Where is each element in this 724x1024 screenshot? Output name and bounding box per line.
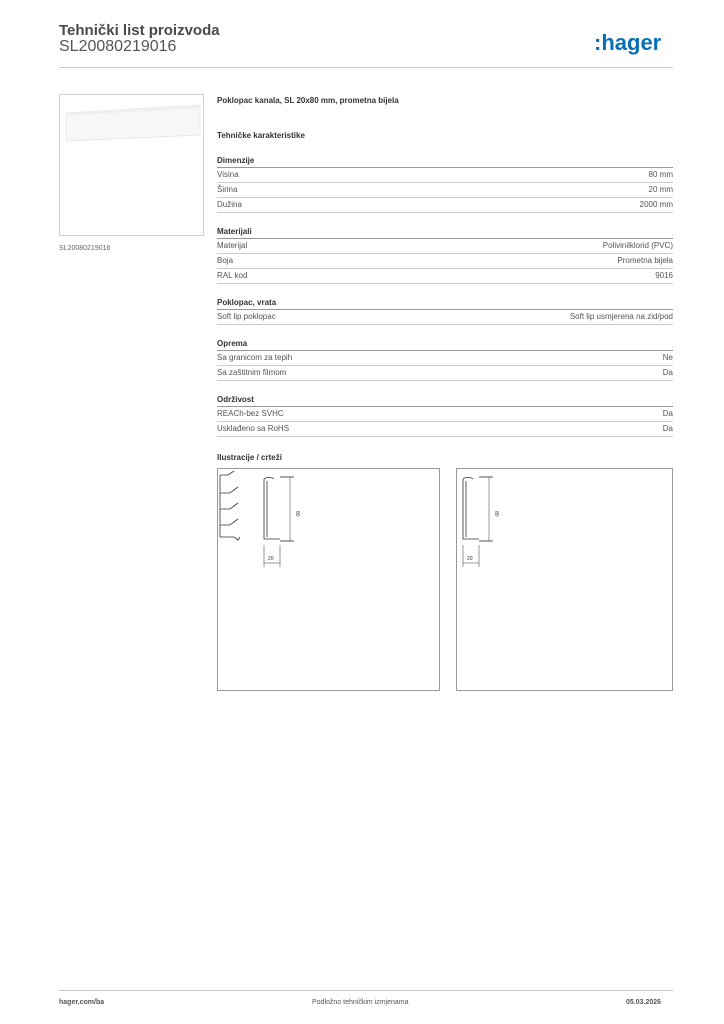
spec-row: Soft lip poklopac Soft lip usmjerena na zid/pod — [217, 310, 673, 325]
height-dimension: 80 — [493, 511, 499, 517]
section-title: Dimenzije — [217, 156, 673, 168]
spec-row: Visina 80 mm — [217, 168, 673, 183]
specs-panel — [217, 96, 673, 464]
footer-note: Podložno tehničkim izmjenama — [312, 999, 409, 1006]
drawing-1 — [217, 468, 440, 691]
logo-text: :hager — [594, 30, 662, 55]
section-materijali — [217, 227, 673, 284]
section-poklopac-vrata — [217, 298, 673, 325]
section-title: Oprema — [217, 339, 673, 351]
section-oprema — [217, 339, 673, 381]
spec-row: Sa zaštitnim filmom Da — [217, 366, 673, 381]
width-dimension: 20 — [467, 556, 473, 562]
header-divider — [59, 67, 673, 68]
section-odrzivost — [217, 395, 673, 437]
spec-row: Dužina 2000 mm — [217, 198, 673, 213]
cross-section-drawing — [457, 469, 672, 690]
product-photo-illustration — [60, 95, 203, 235]
footer-date: 05.03.2026 — [626, 999, 662, 1006]
footer-divider — [59, 990, 673, 991]
spec-row: Širina 20 mm — [217, 183, 673, 198]
spec-row: Sa granicom za tepih Ne — [217, 351, 673, 366]
hager-logo — [594, 30, 674, 56]
spec-row: Usklađeno sa RoHS Da — [217, 422, 673, 437]
product-name: Poklopac kanala, SL 20x80 mm, prometna bijela — [217, 96, 399, 105]
specs-heading: Tehničke karakteristike — [217, 131, 305, 140]
footer-website: hager.com/ba — [59, 999, 105, 1006]
spec-row: RAL kod 9016 — [217, 269, 673, 284]
width-dimension: 20 — [268, 556, 274, 562]
section-dimenzije — [217, 156, 673, 213]
section-title: Poklopac, vrata — [217, 298, 673, 310]
height-dimension: 80 — [294, 511, 300, 517]
spec-row: REACh-bez SVHC Da — [217, 407, 673, 422]
photo-code: SL20080219016 — [59, 245, 111, 252]
product-photo — [59, 94, 204, 236]
page-title: Tehnički list proizvoda — [59, 22, 220, 39]
illustrations-title: Ilustracije / crteži — [217, 453, 282, 462]
section-title: Održivost — [217, 395, 673, 407]
cross-section-drawing — [218, 469, 439, 690]
spec-row: Boja Prometna bijela — [217, 254, 673, 269]
drawing-2 — [456, 468, 673, 691]
section-title: Materijali — [217, 227, 673, 239]
spec-row: Materijal Polivinilklorid (PVC) — [217, 239, 673, 254]
product-code: SL20080219016 — [59, 38, 177, 55]
